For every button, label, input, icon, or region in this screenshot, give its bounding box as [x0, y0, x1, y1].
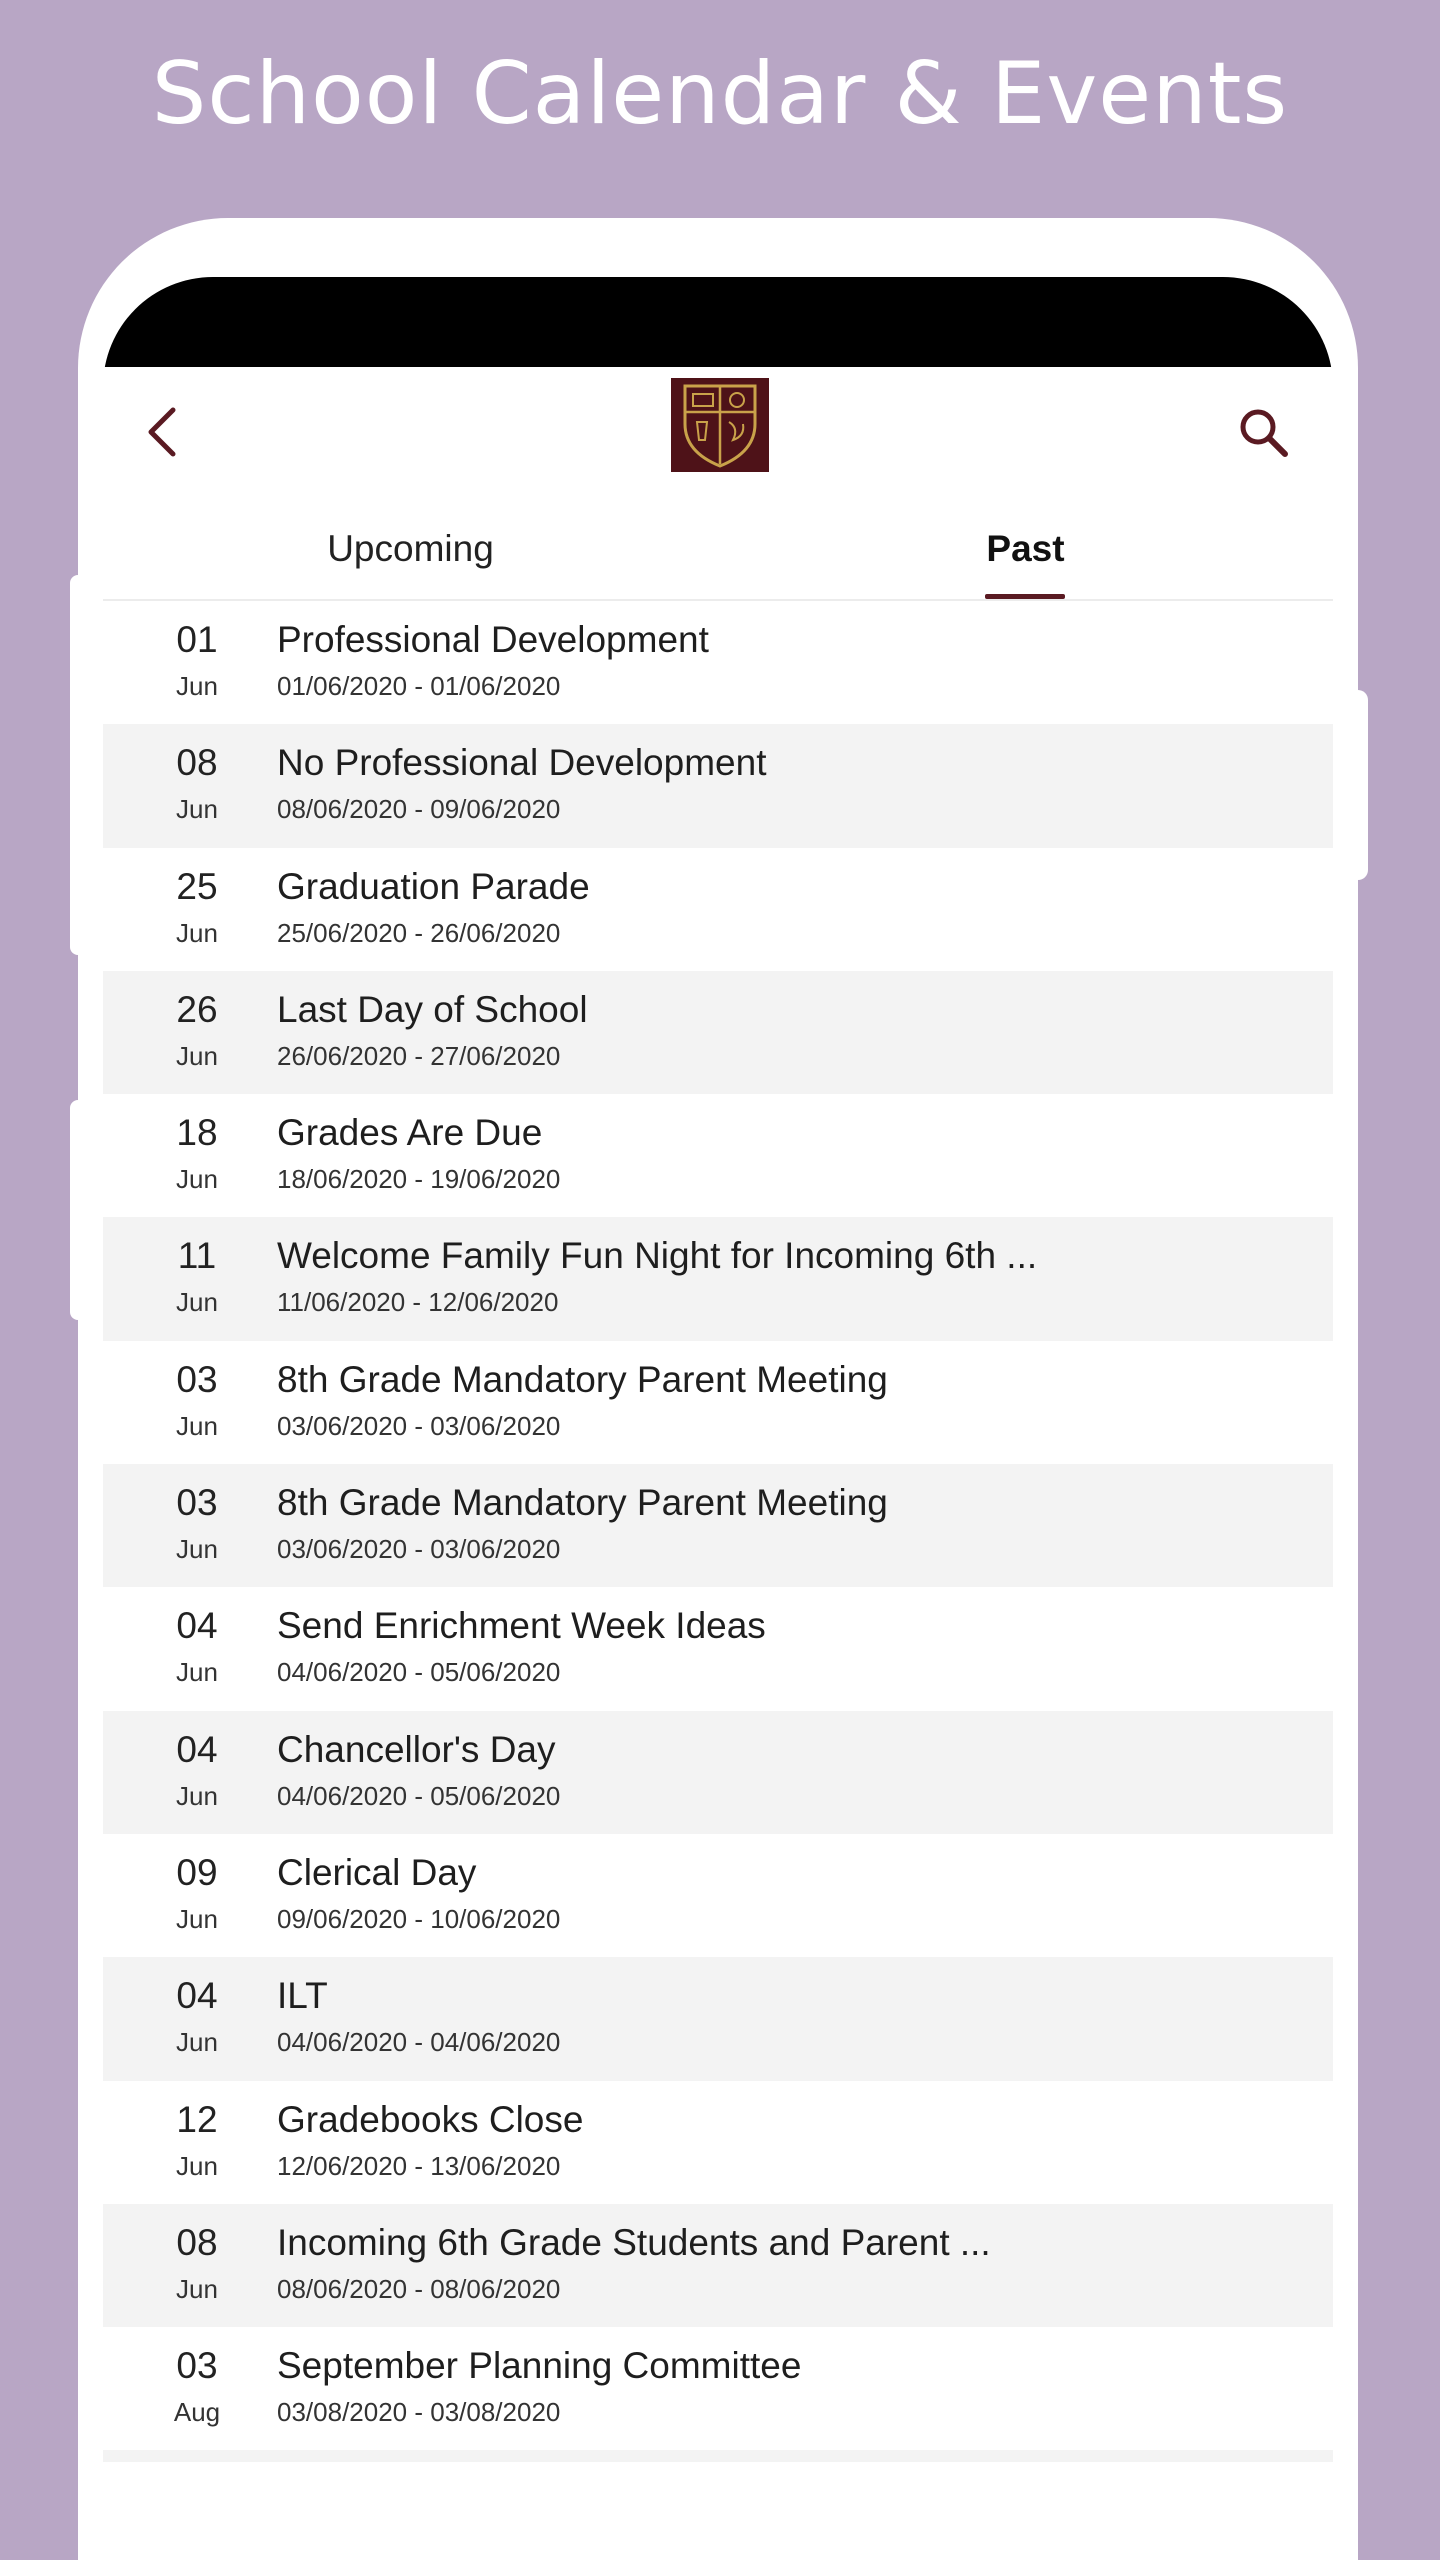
event-title: September Planning Committee	[277, 2345, 802, 2387]
event-title: 8th Grade Mandatory Parent Meeting	[277, 1482, 888, 1524]
list-item[interactable]	[103, 971, 1333, 1094]
event-title: Send Enrichment Week Ideas	[277, 1605, 766, 1647]
event-date-range: 08/06/2020 - 09/06/2020	[277, 794, 561, 825]
event-title: Welcome Family Fun Night for Incoming 6th ...	[277, 1235, 1038, 1277]
event-day: 25	[176, 865, 218, 907]
event-day: 04	[176, 1605, 218, 1647]
event-list	[103, 601, 1333, 2450]
event-month: Jun	[176, 1657, 218, 1688]
status-bar	[103, 277, 1333, 367]
list-item[interactable]	[103, 2327, 1333, 2450]
event-day: 03	[176, 1358, 218, 1400]
app-bar	[103, 367, 1333, 497]
school-crest-logo	[671, 378, 769, 472]
event-day: 03	[176, 2345, 218, 2387]
list-item[interactable]	[103, 1834, 1333, 1957]
event-day: 18	[176, 1112, 218, 1154]
event-date-range: 11/06/2020 - 12/06/2020	[277, 1287, 559, 1318]
list-item[interactable]	[103, 1587, 1333, 1710]
list-item[interactable]	[103, 1957, 1333, 2080]
event-date-range: 26/06/2020 - 27/06/2020	[277, 1040, 561, 1071]
event-date-range: 08/06/2020 - 08/06/2020	[277, 2273, 561, 2304]
event-month: Jun	[176, 2150, 218, 2181]
phone-power-button	[1352, 690, 1368, 880]
chevron-left-icon	[143, 406, 183, 458]
event-month: Jun	[176, 1780, 218, 1811]
event-day: 09	[176, 1851, 218, 1893]
event-title: Graduation Parade	[277, 865, 590, 907]
event-month: Jun	[176, 671, 218, 701]
page-headline: School Calendar & Events	[151, 44, 1289, 144]
event-date-range: 01/06/2020 - 01/06/2020	[277, 671, 561, 701]
event-day: 04	[176, 1975, 218, 2017]
list-item[interactable]	[103, 1464, 1333, 1587]
event-month: Jun	[176, 1164, 218, 1195]
event-title: ILT	[277, 1975, 328, 2017]
list-item[interactable]	[103, 1711, 1333, 1834]
event-date-range: 04/06/2020 - 05/06/2020	[277, 1657, 561, 1688]
event-date-range: 04/06/2020 - 04/06/2020	[277, 2027, 561, 2058]
event-date-range: 04/06/2020 - 05/06/2020	[277, 1780, 561, 1811]
back-button[interactable]	[123, 392, 203, 472]
event-date-range: 18/06/2020 - 19/06/2020	[277, 1164, 561, 1195]
event-date-range: 03/08/2020 - 03/08/2020	[277, 2397, 561, 2428]
event-title: Last Day of School	[277, 988, 588, 1030]
event-title: Incoming 6th Grade Students and Parent ...	[277, 2221, 991, 2263]
event-month: Aug	[173, 2397, 221, 2428]
event-day: 01	[176, 619, 218, 660]
tab-selected-indicator	[985, 594, 1065, 599]
search-button[interactable]	[1223, 392, 1303, 472]
event-date-range: 25/06/2020 - 26/06/2020	[277, 917, 561, 948]
event-month: Jun	[176, 2027, 218, 2058]
event-month: Jun	[176, 1410, 218, 1441]
app-screen	[103, 277, 1333, 2560]
list-item[interactable]	[103, 2081, 1333, 2204]
tab-upcoming[interactable]: Upcoming	[327, 528, 494, 569]
list-end-divider	[103, 2450, 1333, 2462]
event-month: Jun	[176, 1903, 218, 1934]
search-icon	[1235, 404, 1291, 460]
event-title: Chancellor's Day	[277, 1728, 556, 1770]
event-title: 8th Grade Mandatory Parent Meeting	[277, 1358, 888, 1400]
event-title: Grades Are Due	[277, 1112, 543, 1154]
event-day: 26	[176, 988, 218, 1030]
list-item[interactable]	[103, 848, 1333, 971]
event-day: 08	[176, 742, 218, 784]
event-date-range: 03/06/2020 - 03/06/2020	[277, 1410, 561, 1441]
event-month: Jun	[176, 794, 218, 825]
list-item[interactable]	[103, 1341, 1333, 1464]
event-date-range: 09/06/2020 - 10/06/2020	[277, 1903, 561, 1934]
event-title: Clerical Day	[277, 1851, 477, 1893]
event-day: 04	[176, 1728, 218, 1770]
tab-past[interactable]: Past	[986, 528, 1065, 569]
event-day: 12	[176, 2098, 218, 2140]
event-month: Jun	[176, 2273, 218, 2304]
list-item[interactable]	[103, 1094, 1333, 1217]
event-date-range: 12/06/2020 - 13/06/2020	[277, 2150, 561, 2181]
event-month: Jun	[176, 917, 218, 948]
list-item[interactable]	[103, 2204, 1333, 2327]
event-day: 03	[176, 1482, 218, 1524]
event-day: 08	[176, 2221, 218, 2263]
list-item[interactable]	[103, 724, 1333, 847]
event-month: Jun	[176, 1040, 218, 1071]
event-title: Professional Development	[277, 619, 709, 660]
list-item[interactable]	[103, 601, 1333, 724]
event-title: No Professional Development	[277, 742, 767, 784]
event-day: 11	[177, 1235, 217, 1277]
tab-bar	[103, 497, 1333, 601]
event-title: Gradebooks Close	[277, 2098, 584, 2140]
event-month: Jun	[176, 1534, 218, 1565]
list-item[interactable]	[103, 1217, 1333, 1340]
event-date-range: 03/06/2020 - 03/06/2020	[277, 1534, 561, 1565]
event-month: Jun	[176, 1287, 218, 1318]
